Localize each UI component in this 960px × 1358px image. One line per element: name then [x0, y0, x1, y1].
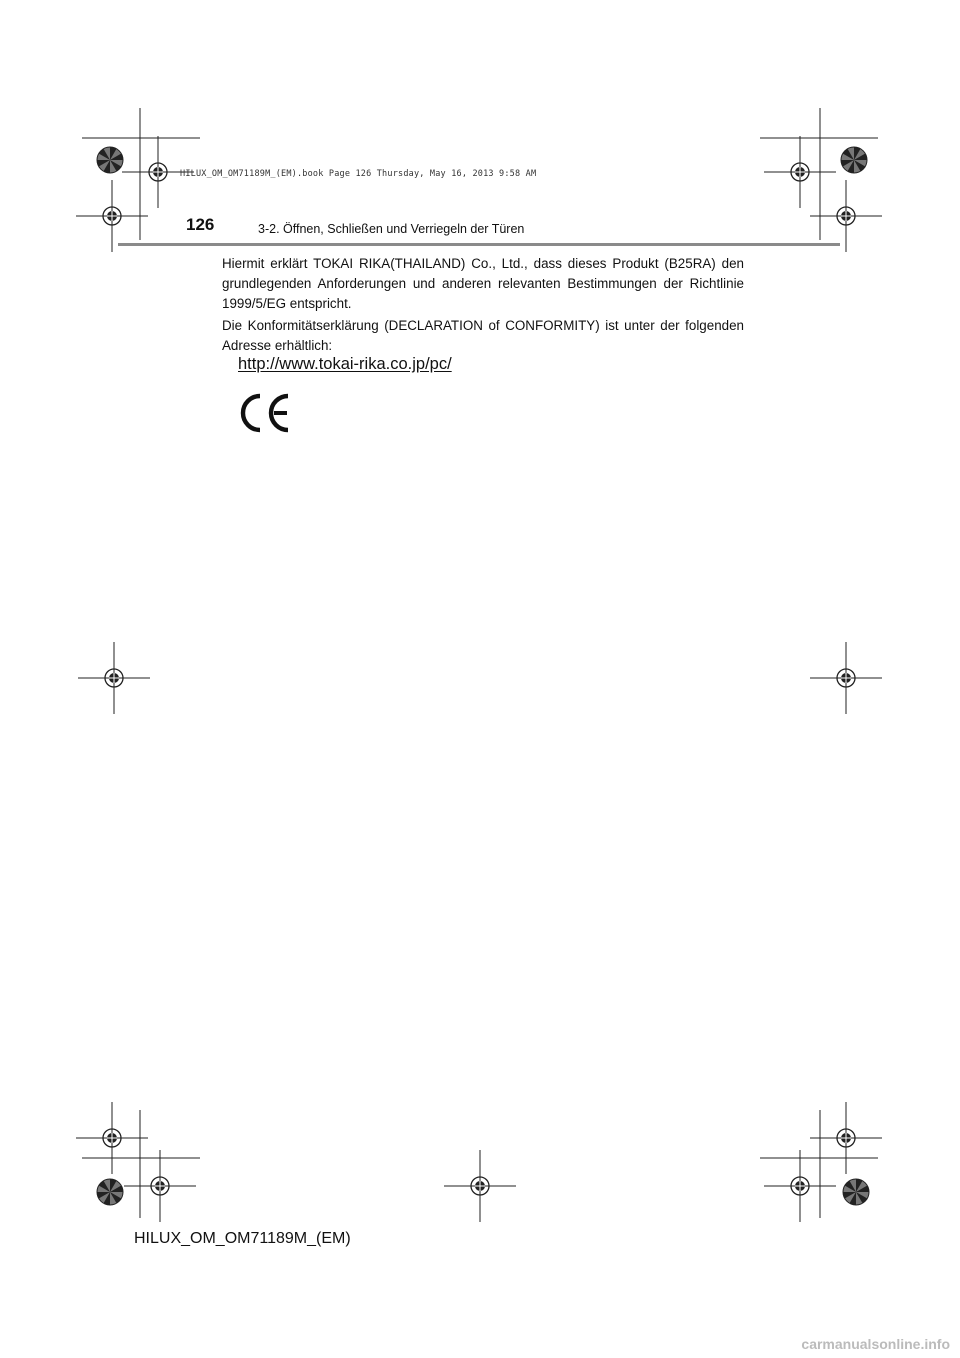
registration-mark-icon: [76, 180, 148, 252]
color-wheel-icon: [97, 1179, 123, 1205]
registration-mark-icon: [810, 180, 882, 252]
registration-mark-icon: [124, 1150, 196, 1222]
color-wheel-icon: [841, 147, 867, 173]
color-wheel-icon: [97, 147, 123, 173]
ce-mark-icon: [238, 393, 292, 438]
watermark-text: carmanualsonline.info: [801, 1336, 950, 1352]
registration-mark-icon: [76, 1102, 148, 1174]
section-title: 3-2. Öffnen, Schließen und Verriegeln der Türen: [258, 222, 525, 236]
declaration-paragraph: Hiermit erklärt TOKAI RIKA(THAILAND) Co., Ltd., dass dieses Produkt (B25RA) den grundlegenden Anforderungen und anderen relevanten Bestimmungen der Richtlinie 1999/5/EG entspricht.: [222, 256, 744, 311]
registration-mark-icon: [810, 642, 882, 714]
page-number: 126: [186, 215, 215, 234]
book-file-stamp: HILUX_OM_OM71189M_(EM).book Page 126 Thursday, May 16, 2013 9:58 AM: [180, 169, 537, 179]
document-code: HILUX_OM_OM71189M_(EM): [134, 1230, 351, 1247]
registration-mark-icon: [764, 136, 836, 208]
registration-mark-icon: [444, 1150, 516, 1222]
registration-mark-icon: [764, 1150, 836, 1222]
registration-mark-icon: [810, 1102, 882, 1174]
conformity-url-link[interactable]: http://www.tokai-rika.co.jp/pc/: [238, 355, 452, 373]
color-wheel-icon: [843, 1179, 869, 1205]
conformity-paragraph: Die Konformitätserklärung (DECLARATION of CONFORMITY) ist unter der folgenden Adresse erhältlich:: [222, 318, 744, 353]
header-divider: [118, 243, 840, 246]
registration-mark-icon: [78, 642, 150, 714]
